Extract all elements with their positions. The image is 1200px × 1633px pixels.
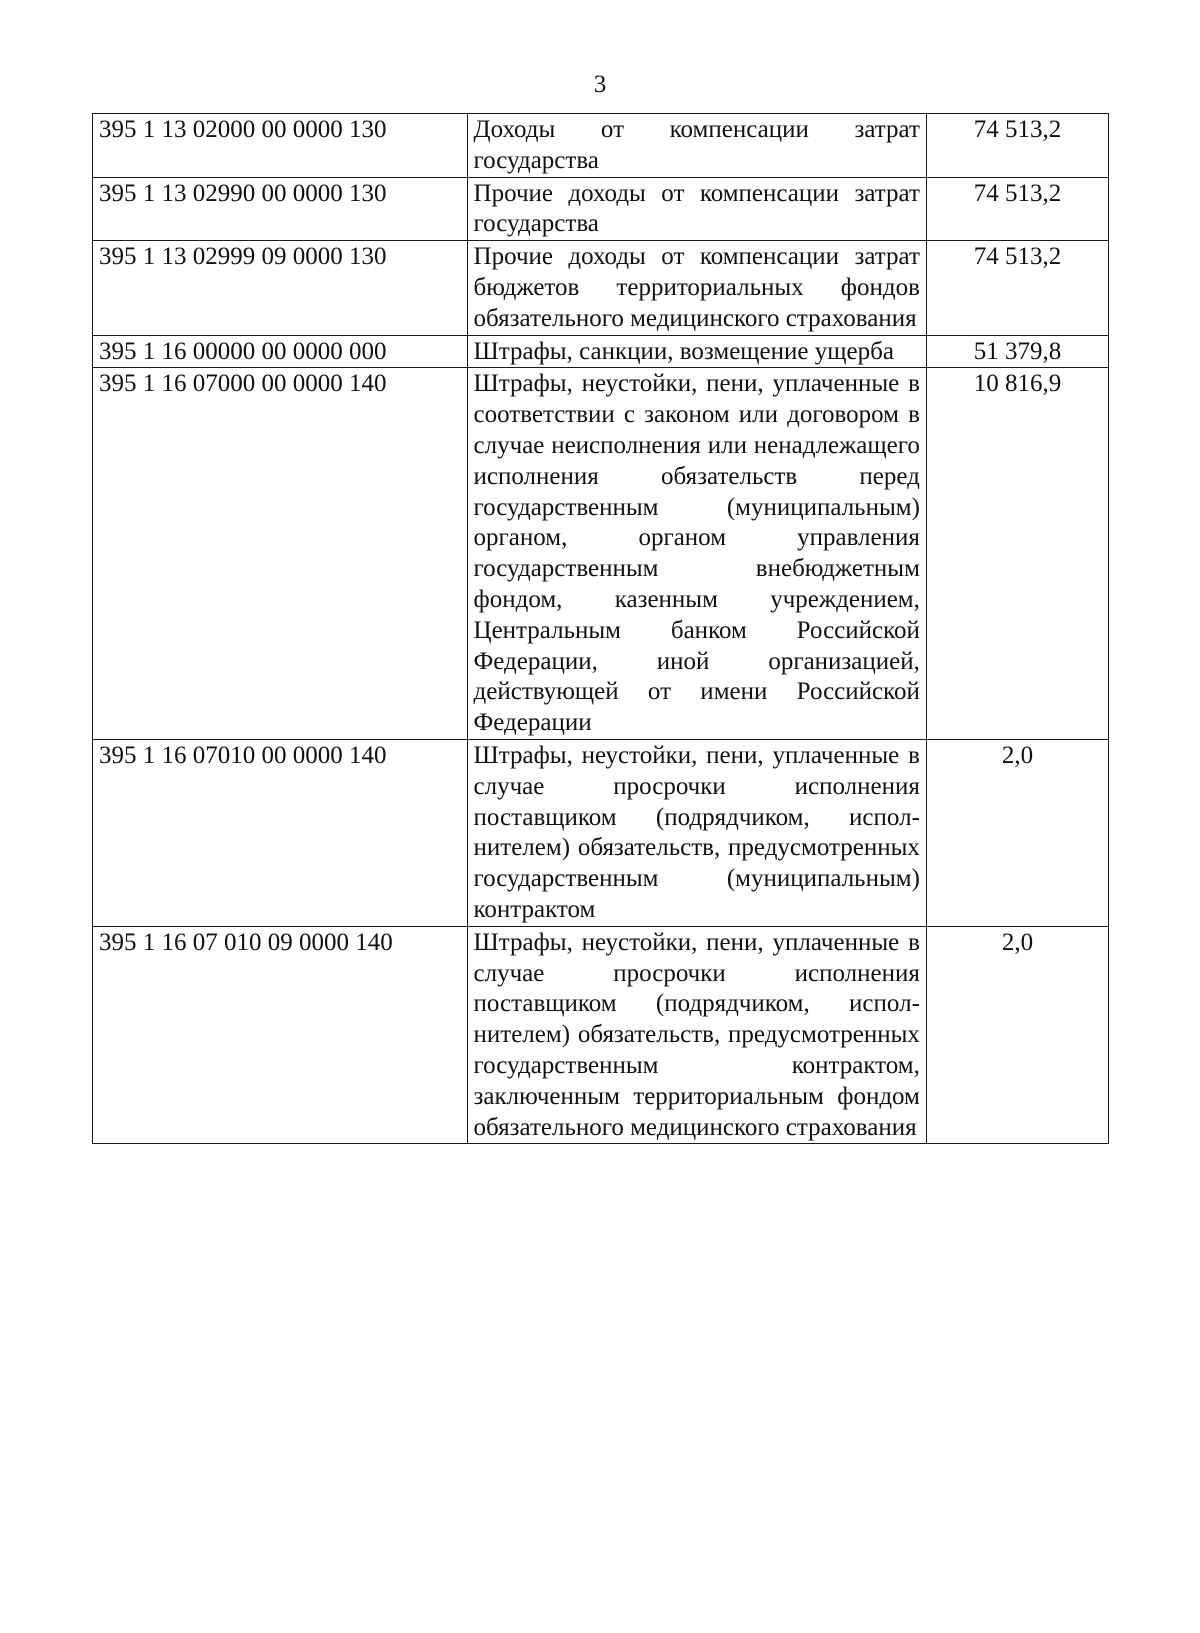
table-row — [93, 368, 1109, 740]
row-name: Прочие доходы от компенсации затрат государства — [467, 177, 926, 241]
row-name: Прочие доходы от компенсации затрат бюджетов территориальных фондов обязательного медицинского страхования — [467, 241, 926, 335]
row-code: 395 1 16 07000 00 0000 140 — [93, 368, 468, 740]
row-amount: 74 513,2 — [926, 241, 1108, 335]
row-amount: 2,0 — [926, 739, 1108, 926]
page-number: 3 — [593, 71, 607, 98]
row-code: 395 1 13 02999 09 0000 130 — [93, 241, 468, 335]
table-row — [93, 177, 1109, 241]
row-code: 395 1 13 02000 00 0000 130 — [93, 114, 468, 178]
row-code: 395 1 16 07 010 09 0000 140 — [93, 926, 468, 1144]
row-name: Штрафы, санкции, возмещение ущерба — [467, 335, 926, 368]
row-name: Штрафы, неустойки, пени, уплаченные в случае просрочки исполнения поставщиком (подрядчиком, исполнителем) обязательств, предусмотренных государственным контрактом, заключенным территориальным фондом обязательного медицинского страхования — [467, 926, 926, 1144]
row-amount: 74 513,2 — [926, 114, 1108, 178]
table-row — [93, 241, 1109, 335]
row-name: Штрафы, неустойки, пени, уплаченные в случае просрочки исполнения поставщиком (подрядчиком, исполнителем) обязательств, предусмотренных государственным (муниципальным) контрактом — [467, 739, 926, 926]
row-code: 395 1 16 00000 00 0000 000 — [93, 335, 468, 368]
row-name: Штрафы, неустойки, пени, уплаченные в соответствии с законом или договором в случае неисполнения или ненадлежащего исполнения обязательств перед государственным (муниципальным) органом, органом управления государственным внебюджетным фондом, казенным учреждением, Центральным банком Российской Федерации, иной организацией, действующей от имени Российской Федерации — [467, 368, 926, 740]
row-code: 395 1 16 07010 00 0000 140 — [93, 739, 468, 926]
row-code: 395 1 13 02990 00 0000 130 — [93, 177, 468, 241]
table-row — [93, 114, 1109, 178]
row-amount: 74 513,2 — [926, 177, 1108, 241]
table-row — [93, 335, 1109, 368]
row-amount: 51 379,8 — [926, 335, 1108, 368]
row-amount: 10 816,9 — [926, 368, 1108, 740]
table-row — [93, 739, 1109, 926]
table-row — [93, 926, 1109, 1144]
row-amount: 2,0 — [926, 926, 1108, 1144]
row-name: Доходы от компенсации затрат государства — [467, 114, 926, 178]
table-body — [93, 114, 1109, 1144]
revenue-table — [92, 113, 1109, 1144]
